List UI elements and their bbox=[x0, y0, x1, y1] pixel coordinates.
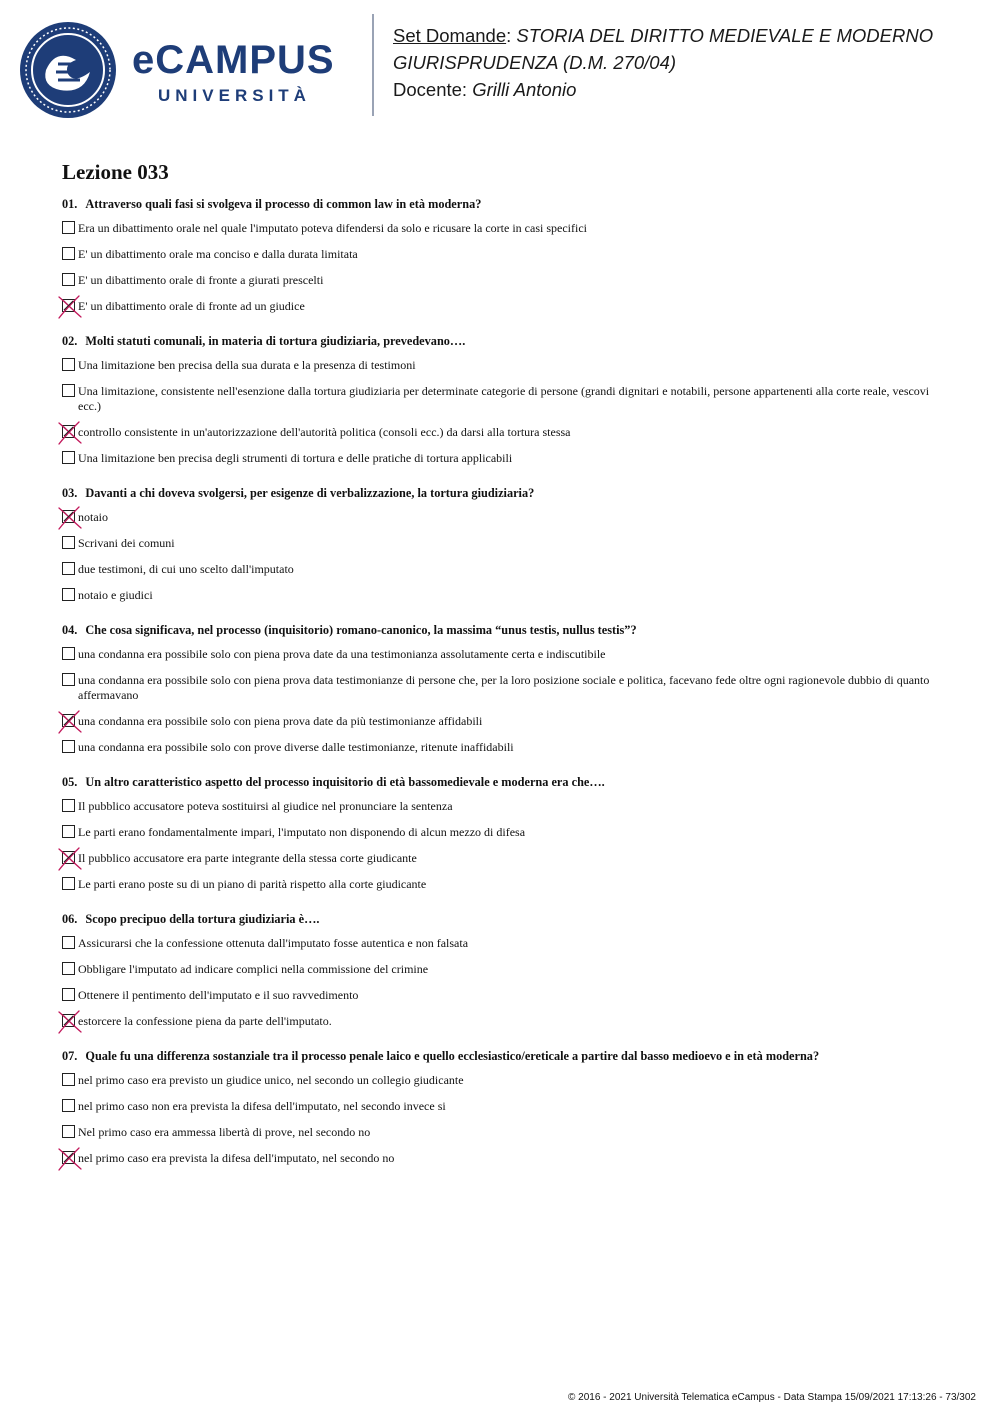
checkbox-icon[interactable] bbox=[62, 647, 75, 660]
set-label: Set Domande bbox=[393, 25, 507, 46]
option-text: Obbligare l'imputato ad indicare complici nella commissione del crimine bbox=[78, 962, 429, 976]
question-label: Un altro caratteristico aspetto del processo inquisitorio di età bassomedievale e moderna era che…. bbox=[85, 775, 605, 789]
set-separator: : bbox=[506, 25, 512, 46]
answer-option bbox=[62, 1099, 942, 1114]
option-text: Le parti erano poste su di un piano di parità rispetto alla corte giudicante bbox=[78, 877, 427, 891]
answer-option bbox=[62, 851, 942, 866]
option-text: una condanna era possibile solo con piena prova date da una testimonianza assolutamente certa e indiscutibile bbox=[78, 647, 606, 661]
answer-option bbox=[62, 299, 942, 314]
answer-option bbox=[62, 451, 942, 466]
question-label: Che cosa significava, nel processo (inquisitorio) romano-canonico, la massima “unus testis, nullus testis”? bbox=[85, 623, 637, 637]
checkbox-icon[interactable] bbox=[62, 877, 75, 890]
checkbox-icon[interactable] bbox=[62, 1073, 75, 1086]
answer-option bbox=[62, 384, 942, 414]
option-text: due testimoni, di cui uno scelto dall'imputato bbox=[78, 562, 294, 576]
option-text: Una limitazione, consistente nell'esenzione dalla tortura giudiziaria per determinate categorie di persone (grandi dignitari e notabili, persone appartenenti alla corte reale, vescovi ecc.) bbox=[78, 384, 930, 413]
checked-checkbox-icon[interactable] bbox=[62, 299, 75, 312]
answer-option bbox=[62, 562, 942, 577]
answer-option bbox=[62, 1073, 942, 1088]
course-name: STORIA DEL DIRITTO MEDIEVALE E MODERNO bbox=[516, 25, 934, 46]
checkbox-icon[interactable] bbox=[62, 962, 75, 975]
teacher-label: Docente: bbox=[393, 79, 468, 100]
question-label: Attraverso quali fasi si svolgeva il processo di common law in età moderna? bbox=[85, 197, 482, 211]
questions-list bbox=[62, 197, 942, 1166]
question-label: Davanti a chi doveva svolgersi, per esigenze di verbalizzazione, la tortura giudiziaria? bbox=[85, 486, 535, 500]
question-number: 01. bbox=[62, 197, 78, 211]
answer-option bbox=[62, 358, 942, 373]
option-text: notaio bbox=[78, 510, 108, 524]
checkbox-icon[interactable] bbox=[62, 451, 75, 464]
answer-option bbox=[62, 714, 942, 729]
option-text: nel primo caso era prevista la difesa dell'imputato, nel secondo no bbox=[78, 1151, 395, 1165]
checkbox-icon[interactable] bbox=[62, 936, 75, 949]
option-text: E' un dibattimento orale di fronte ad un giudice bbox=[78, 299, 305, 313]
answer-option bbox=[62, 425, 942, 440]
question-text bbox=[62, 623, 942, 638]
question bbox=[62, 486, 942, 603]
answer-option bbox=[62, 936, 942, 951]
option-text: nel primo caso era previsto un giudice unico, nel secondo un collegio giudicante bbox=[78, 1073, 464, 1087]
question-number: 07. bbox=[62, 1049, 78, 1063]
checkbox-icon[interactable] bbox=[62, 988, 75, 1001]
option-text: nel primo caso non era prevista la difesa dell'imputato, nel secondo invece si bbox=[78, 1099, 446, 1113]
checked-checkbox-icon[interactable] bbox=[62, 1014, 75, 1027]
checkbox-icon[interactable] bbox=[62, 247, 75, 260]
question-number: 03. bbox=[62, 486, 78, 500]
brand-name: eCAMPUS bbox=[132, 38, 335, 82]
checkbox-icon[interactable] bbox=[62, 673, 75, 686]
checkbox-icon[interactable] bbox=[62, 1099, 75, 1112]
checkbox-icon[interactable] bbox=[62, 562, 75, 575]
option-text: Una limitazione ben precisa della sua durata e la presenza di testimoni bbox=[78, 358, 416, 372]
checked-checkbox-icon[interactable] bbox=[62, 425, 75, 438]
question-text bbox=[62, 1049, 942, 1064]
option-text: Il pubblico accusatore poteva sostituirsi al giudice nel pronunciare la sentenza bbox=[78, 799, 453, 813]
brand-subtitle: UNIVERSITÀ bbox=[158, 86, 311, 105]
program-name: GIURISPRUDENZA (D.M. 270/04) bbox=[393, 52, 677, 73]
question-text bbox=[62, 334, 942, 349]
checked-checkbox-icon[interactable] bbox=[62, 1151, 75, 1164]
question bbox=[62, 912, 942, 1029]
checked-checkbox-icon[interactable] bbox=[62, 510, 75, 523]
checked-checkbox-icon[interactable] bbox=[62, 714, 75, 727]
checkbox-icon[interactable] bbox=[62, 825, 75, 838]
answer-option bbox=[62, 673, 942, 703]
answer-option bbox=[62, 825, 942, 840]
teacher-name: Grilli Antonio bbox=[472, 79, 577, 100]
question-label: Scopo precipuo della tortura giudiziaria è…. bbox=[85, 912, 320, 926]
header-divider bbox=[372, 14, 374, 116]
option-text: E' un dibattimento orale ma conciso e dalla durata limitata bbox=[78, 247, 358, 261]
answer-option bbox=[62, 988, 942, 1003]
question-set bbox=[62, 160, 942, 1186]
option-text: estorcere la confessione piena da parte dell'imputato. bbox=[78, 1014, 332, 1028]
question-number: 04. bbox=[62, 623, 78, 637]
answer-option bbox=[62, 221, 942, 236]
answer-option bbox=[62, 740, 942, 755]
question-text bbox=[62, 197, 942, 212]
option-text: Assicurarsi che la confessione ottenuta dall'imputato fosse autentica e non falsata bbox=[78, 936, 469, 950]
page-footer: © 2016 - 2021 Università Telematica eCampus - Data Stampa 15/09/2021 17:13:26 - 73/302 bbox=[568, 1392, 976, 1403]
option-text: Scrivani dei comuni bbox=[78, 536, 175, 550]
checkbox-icon[interactable] bbox=[62, 799, 75, 812]
option-text: Il pubblico accusatore era parte integrante della stessa corte giudicante bbox=[78, 851, 417, 865]
answer-option bbox=[62, 510, 942, 525]
option-text: Le parti erano fondamentalmente impari, l'imputato non disponendo di alcun mezzo di difesa bbox=[78, 825, 526, 839]
answer-option bbox=[62, 536, 942, 551]
answer-option bbox=[62, 647, 942, 662]
question bbox=[62, 197, 942, 314]
question bbox=[62, 1049, 942, 1166]
question-label: Quale fu una differenza sostanziale tra il processo penale laico e quello ecclesiastico/ereticale a partire dal basso medioevo e in età moderna? bbox=[85, 1049, 820, 1063]
question-text bbox=[62, 912, 942, 927]
option-text: Nel primo caso era ammessa libertà di prove, nel secondo no bbox=[78, 1125, 371, 1139]
checkbox-icon[interactable] bbox=[62, 358, 75, 371]
checkbox-icon[interactable] bbox=[62, 384, 75, 397]
option-text: una condanna era possibile solo con piena prova date da più testimonianze affidabili bbox=[78, 714, 483, 728]
question-number: 02. bbox=[62, 334, 78, 348]
answer-option bbox=[62, 962, 942, 977]
answer-option bbox=[62, 877, 942, 892]
question bbox=[62, 623, 942, 755]
checkbox-icon[interactable] bbox=[62, 740, 75, 753]
answer-option bbox=[62, 588, 942, 603]
option-text: Una limitazione ben precisa degli strumenti di tortura e delle pratiche di tortura applicabili bbox=[78, 451, 513, 465]
question-text bbox=[62, 486, 942, 501]
option-text: notaio e giudici bbox=[78, 588, 153, 602]
lesson-title: Lezione 033 bbox=[62, 160, 169, 184]
checkbox-icon[interactable] bbox=[62, 536, 75, 549]
teacher-line bbox=[393, 76, 983, 103]
option-text: controllo consistente in un'autorizzazione dell'autorità politica (consoli ecc.) da darsi alla tortura stessa bbox=[78, 425, 571, 439]
checkbox-icon[interactable] bbox=[62, 273, 75, 286]
question-number: 05. bbox=[62, 775, 78, 789]
page-header bbox=[0, 0, 1000, 130]
question-text bbox=[62, 775, 942, 790]
question bbox=[62, 775, 942, 892]
course-line bbox=[393, 22, 983, 49]
question-label: Molti statuti comunali, in materia di tortura giudiziaria, prevedevano…. bbox=[85, 334, 466, 348]
header-info bbox=[393, 22, 983, 103]
checkbox-icon[interactable] bbox=[62, 588, 75, 601]
answer-option bbox=[62, 799, 942, 814]
option-text: una condanna era possibile solo con piena prova data testimonianze di persone che, per la loro posizione sociale e politica, facevano fede oltre ogni ragionevole dubbio di quanto affermavano bbox=[78, 673, 930, 702]
option-text: una condanna era possibile solo con prove diverse dalle testimonianze, ritenute inaffidabili bbox=[78, 740, 514, 754]
checkbox-icon[interactable] bbox=[62, 1125, 75, 1138]
answer-option bbox=[62, 1151, 942, 1166]
option-text: Ottenere il pentimento dell'imputato e il suo ravvedimento bbox=[78, 988, 359, 1002]
answer-option bbox=[62, 247, 942, 262]
answer-option bbox=[62, 273, 942, 288]
option-text: E' un dibattimento orale di fronte a giurati prescelti bbox=[78, 273, 324, 287]
question-number: 06. bbox=[62, 912, 78, 926]
checked-checkbox-icon[interactable] bbox=[62, 851, 75, 864]
checkbox-icon[interactable] bbox=[62, 221, 75, 234]
option-text: Era un dibattimento orale nel quale l'imputato poteva difendersi da solo e ricusare la corte in casi specifici bbox=[78, 221, 587, 235]
question bbox=[62, 334, 942, 466]
answer-option bbox=[62, 1014, 942, 1029]
answer-option bbox=[62, 1125, 942, 1140]
